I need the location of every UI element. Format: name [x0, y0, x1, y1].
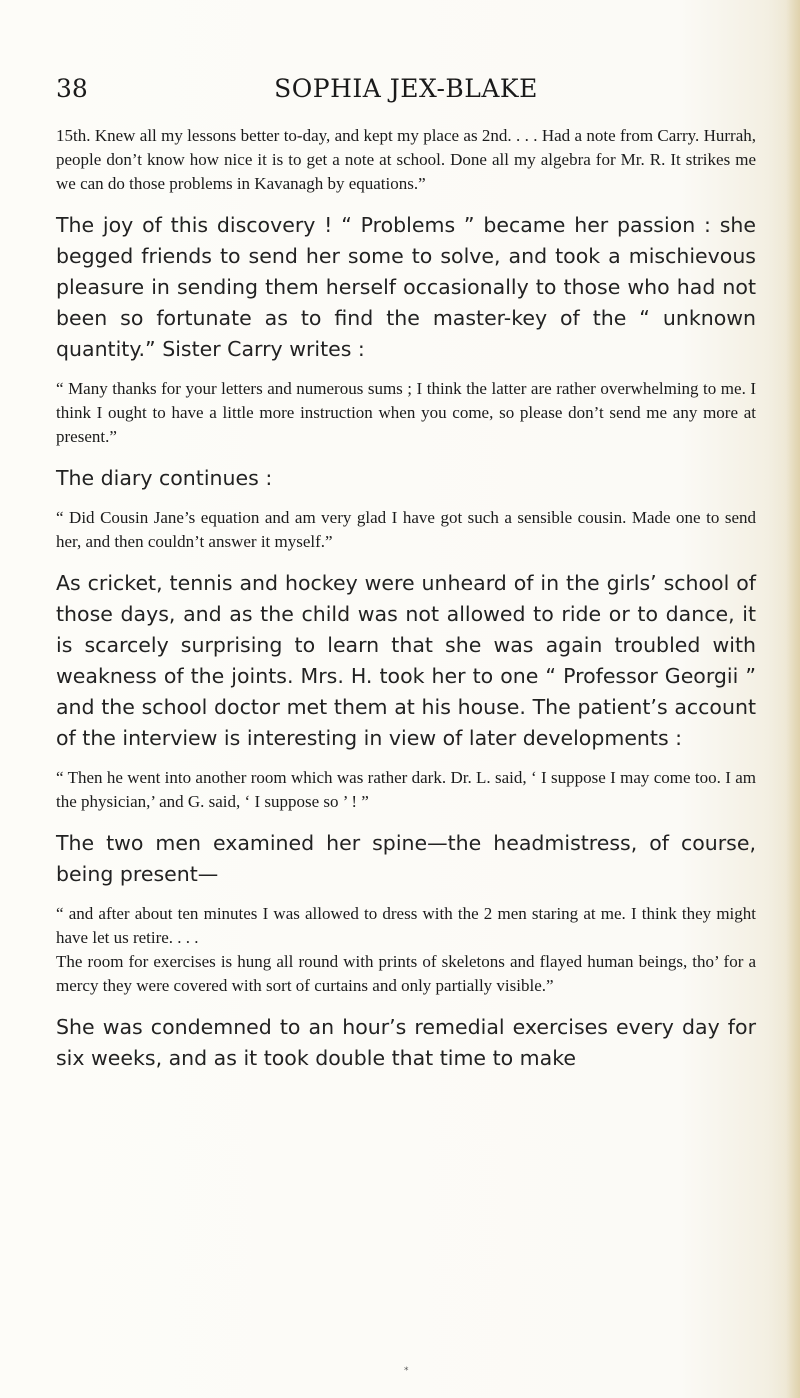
body-text: [56, 124, 756, 1074]
diary-quote: “ Then he went into another room which was rather dark. Dr. L. said, ‘ I suppose I may come too. I am the physician,’ and G. said, ‘ I suppose so ’ ! ”: [56, 768, 756, 811]
running-title: SOPHIA JEX-BLAKE: [274, 74, 538, 103]
narrative-paragraph: The joy of this discovery ! “ Problems ” became her passion : she begged friends to send her some to solve, and took a mischievous pleasure in sending them herself occasionally to those who had not been so fortunate as to find the master-key of the “ unknown quantity.” Sister Carry writes :: [56, 213, 756, 361]
diary-quote: 15th. Knew all my lessons better to-day, and kept my place as 2nd. . . . Had a note from Carry. Hurrah, people don’t know how nice it is to get a note at school. Done all my algebra for Mr. R. It strikes me we can do those problems in Kavanagh by equations.”: [56, 126, 756, 193]
diary-quote: “ Did Cousin Jane’s equation and am very glad I have got such a sensible cousin. Made one to send her, and then couldn’t answer it myself.”: [56, 508, 756, 551]
narrative-paragraph: She was condemned to an hour’s remedial exercises every day for six weeks, and as it took double that time to make: [56, 1015, 756, 1070]
narrative-paragraph: The two men examined her spine—the headmistress, of course, being present—: [56, 831, 756, 886]
narrative-paragraph: The diary continues :: [56, 466, 273, 490]
letter-quote: “ Many thanks for your letters and numerous sums ; I think the latter are rather overwhelming to me. I think I ought to have a little more instruction when you come, so please don’t send me any more at present.”: [56, 379, 756, 446]
diary-quote: “ and after about ten minutes I was allowed to dress with the 2 men staring at me. I think they might have let us retire. . . .: [56, 904, 756, 947]
narrative-paragraph: As cricket, tennis and hockey were unheard of in the girls’ school of those days, and as the child was not allowed to ride or to dance, it is scarcely surprising to learn that she was again troubled with weakness of the joints. Mrs. H. took her to one “ Professor Georgii ” and the school doctor met them at his house. The patient’s account of the interview is interesting in view of later developments :: [56, 571, 756, 750]
page-header: [56, 74, 756, 114]
page-edge-discoloration: [786, 0, 800, 1398]
printer-signature-mark: *: [404, 1366, 409, 1376]
diary-quote-continued: The room for exercises is hung all round with prints of skeletons and flayed human beings, tho’ for a mercy they were covered with sort of curtains and only partially visible.”: [56, 952, 756, 995]
page-number: 38: [56, 74, 88, 103]
